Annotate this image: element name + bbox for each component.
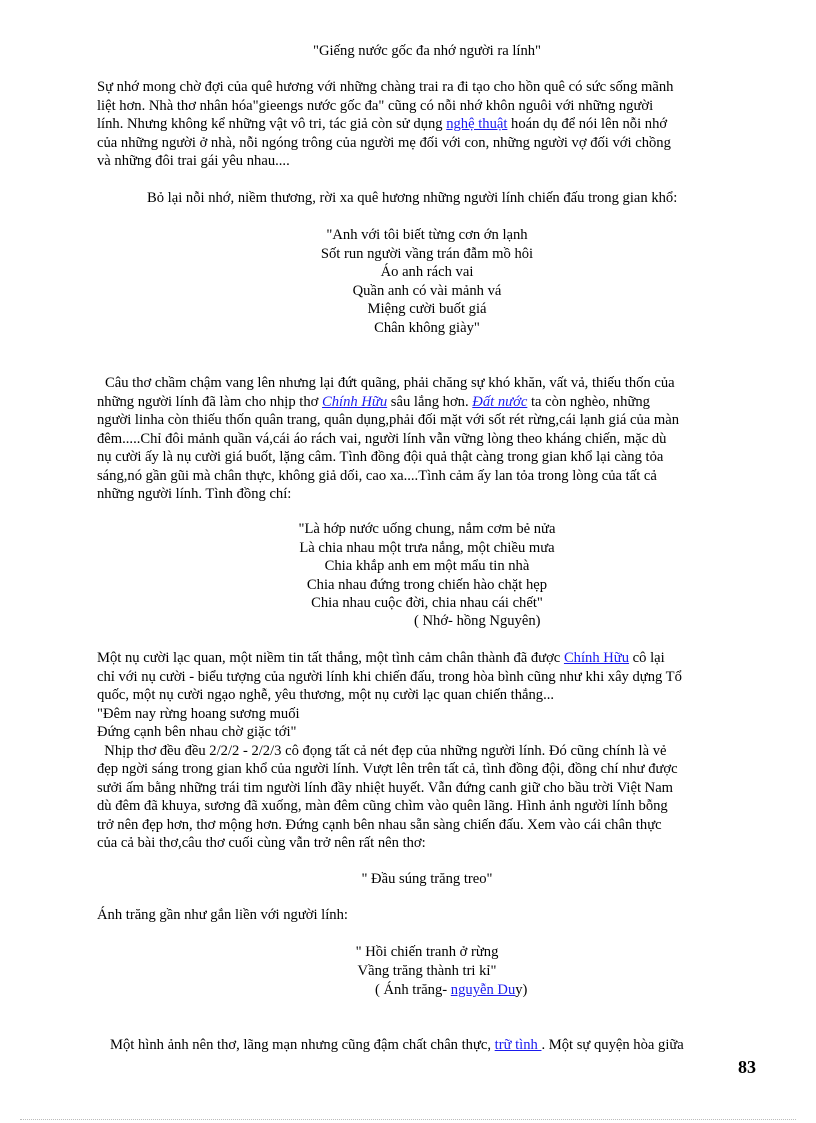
text-span: hoán dụ để nói lên nỗi nhớ bbox=[507, 116, 668, 132]
paragraph-line: sưởi ấm bằng những trái tim người lính đầy nhiệt huyết. Vẫn đứng canh giữ cho bầu trời Việt Nam bbox=[97, 779, 674, 796]
paragraph-3 bbox=[97, 374, 757, 504]
text-span: ta còn nghèo, những bbox=[527, 393, 650, 410]
paragraph-line: "Đêm nay rừng hoang sương muối bbox=[97, 705, 300, 722]
paragraph-line: và những đôi trai gái yêu nhau.... bbox=[97, 153, 290, 169]
text-span: cô lại bbox=[629, 650, 665, 666]
text-span: . Một sự quyện hòa giữa bbox=[541, 1037, 684, 1053]
poem-3 bbox=[97, 943, 757, 980]
quote-dau-sung: " Đầu súng trăng treo" bbox=[361, 871, 493, 887]
paragraph-line bbox=[97, 393, 757, 412]
poem-line: Là chia nhau một trưa nắng, một chiều mưa bbox=[299, 539, 555, 556]
poem-line: Chia nhau đứng trong chiến hào chặt hẹp bbox=[306, 576, 548, 593]
poem-line: "Anh với tôi biết từng cơn ớn lạnh bbox=[326, 227, 528, 243]
paragraph-line: quốc, một nụ cười ngạo nghễ, yêu thương, một nụ cười lạc quan chiến thắng... bbox=[97, 687, 555, 703]
poem-1 bbox=[97, 226, 757, 337]
paragraph-line: của những người ở nhà, nỗi ngóng trông của người mẹ đối với con, những người vợ đối với chồng bbox=[97, 134, 671, 151]
page-number: 83 bbox=[738, 1057, 756, 1077]
poem-3-attribution bbox=[375, 981, 527, 1000]
text-span: lính. Nhưng không kể những vật vô tri, tác giả còn sử dụng bbox=[97, 116, 447, 132]
link-chinh-huu[interactable]: Chính Hữu bbox=[322, 393, 388, 410]
link-nghe-thuat[interactable]: nghệ thuật bbox=[446, 116, 508, 132]
paragraph-line: của cả bài thơ,câu thơ cuối cùng vẫn trở nên rất nên thơ: bbox=[97, 835, 426, 851]
paragraph-line: đẹp ngời sáng trong gian khổ của người lính. Vượt lên trên tất cả, tình đồng đội, đồng chí như được bbox=[97, 761, 678, 777]
text-span: y) bbox=[515, 982, 528, 998]
poem-line: Miệng cười buốt giá bbox=[367, 301, 487, 317]
paragraph-line: dù đêm đã khuya, sương đã xuống, màn đêm cũng chìm vào quên lãng. Hình ảnh người lính bỗng bbox=[97, 798, 668, 814]
paragraph-line: nụ cười ấy là nụ cười giá buốt, lặng câm. Tình đồng đội quả thật càng trong gian khổ lại càng tỏa bbox=[97, 449, 664, 465]
poem-2-attribution: ( Nhớ- hồng Nguyên) bbox=[414, 613, 541, 629]
paragraph-line: Đứng cạnh bên nhau chờ giặc tới" bbox=[97, 724, 297, 740]
poem-line: Chia nhau cuộc đời, chia nhau cái chết" bbox=[311, 595, 543, 611]
text-span: Một nụ cười lạc quan, một niềm tin tất thắng, một tình cảm chân thành đã được bbox=[97, 650, 564, 666]
text-span: Một hình ảnh nên thơ, lãng mạn nhưng cũng đậm chất chân thực, bbox=[110, 1037, 495, 1053]
link-dat-nuoc[interactable]: Đất nước bbox=[472, 393, 528, 410]
text-span: ( Ánh trăng- bbox=[375, 982, 451, 998]
text-span: sâu lắng hơn. bbox=[387, 393, 473, 410]
poem-line: " Hồi chiến tranh ở rừng bbox=[355, 944, 499, 960]
link-tru-tinh[interactable]: trữ tình bbox=[494, 1037, 542, 1053]
paragraph-line: Sự nhớ mong chờ đợi của quê hương với những chàng trai ra đi tạo cho hồn quê có sức sống mãnh bbox=[97, 79, 674, 95]
poem-line: Chia khắp anh em một mẩu tin nhà bbox=[324, 558, 530, 574]
paragraph-1 bbox=[97, 78, 757, 171]
section-title: "Giếng nước gốc đa nhớ người ra lính" bbox=[313, 43, 541, 59]
paragraph-line: đêm.....Chỉ đôi mảnh quần vá,cái áo rách vai, người lính vẫn vững lòng theo kháng chiến, mặc dù bbox=[97, 430, 667, 447]
poem-line: Chân không giày" bbox=[374, 319, 480, 336]
paragraph-5: Ánh trăng gần như gắn liền với người lính: bbox=[97, 907, 348, 923]
poem-line: Vầng trăng thành tri kỉ" bbox=[357, 962, 497, 979]
paragraph-6 bbox=[110, 1036, 684, 1055]
poem-line: Sốt run người vầng trán đẫm mồ hôi bbox=[320, 245, 534, 262]
paragraph-4 bbox=[97, 649, 757, 853]
paragraph-line: Câu thơ chầm chậm vang lên nhưng lại đứt quãng, phải chăng sự khó khăn, vất vả, thiếu thốn của bbox=[105, 375, 675, 391]
paragraph-line bbox=[97, 649, 757, 668]
paragraph-line: những người lính. Tình đồng chí: bbox=[97, 486, 292, 502]
poem-line: Quần anh có vài mảnh vá bbox=[352, 282, 502, 299]
footer-divider bbox=[20, 1119, 796, 1120]
paragraph-line bbox=[97, 115, 757, 134]
paragraph-line: sáng,nó gần gũi mà chân thực, không giả dối, cao xa....Tình cảm ấy lan tỏa trong lòng của tất cả bbox=[97, 467, 657, 484]
poem-2 bbox=[97, 520, 757, 613]
paragraph-line: liệt hơn. Nhà thơ nhân hóa"gieengs nước gốc đa" cũng có nỗi nhớ khôn nguôi với những người bbox=[97, 97, 654, 114]
paragraph-line: chỉ với nụ cười - biểu tượng của người lính khi chiến đấu, trong hòa bình cũng như khi xây dựng Tổ bbox=[97, 668, 682, 685]
paragraph-line: trở nên đẹp hơn, thơ mộng hơn. Đứng cạnh bên nhau sẵn sàng chiến đấu. Xem vào cái chân thực bbox=[97, 816, 662, 833]
poem-line: "Là hớp nước uống chung, nắm cơm bẻ nửa bbox=[298, 521, 556, 537]
poem-line: Áo anh rách vai bbox=[380, 264, 474, 280]
link-nguyen-duy[interactable]: nguyễn Du bbox=[450, 982, 516, 998]
paragraph-line: người linha còn thiếu thốn quân trang, quân dụng,phải đối mặt với sốt rét rừng,cái lạnh giá của màn bbox=[97, 412, 680, 428]
text-span: những người lính đã làm cho nhịp thơ bbox=[97, 393, 323, 410]
link-chinh-huu-2[interactable]: Chính Hữu bbox=[563, 650, 630, 666]
paragraph-line: Nhịp thơ đều đều 2/2/2 - 2/2/3 cô đọng tất cả nét đẹp của những người lính. Đó cũng chính là vẻ bbox=[97, 742, 667, 759]
paragraph-2: Bỏ lại nỗi nhớ, niềm thương, rời xa quê hương những người lính chiến đấu trong gian khổ: bbox=[147, 190, 678, 206]
